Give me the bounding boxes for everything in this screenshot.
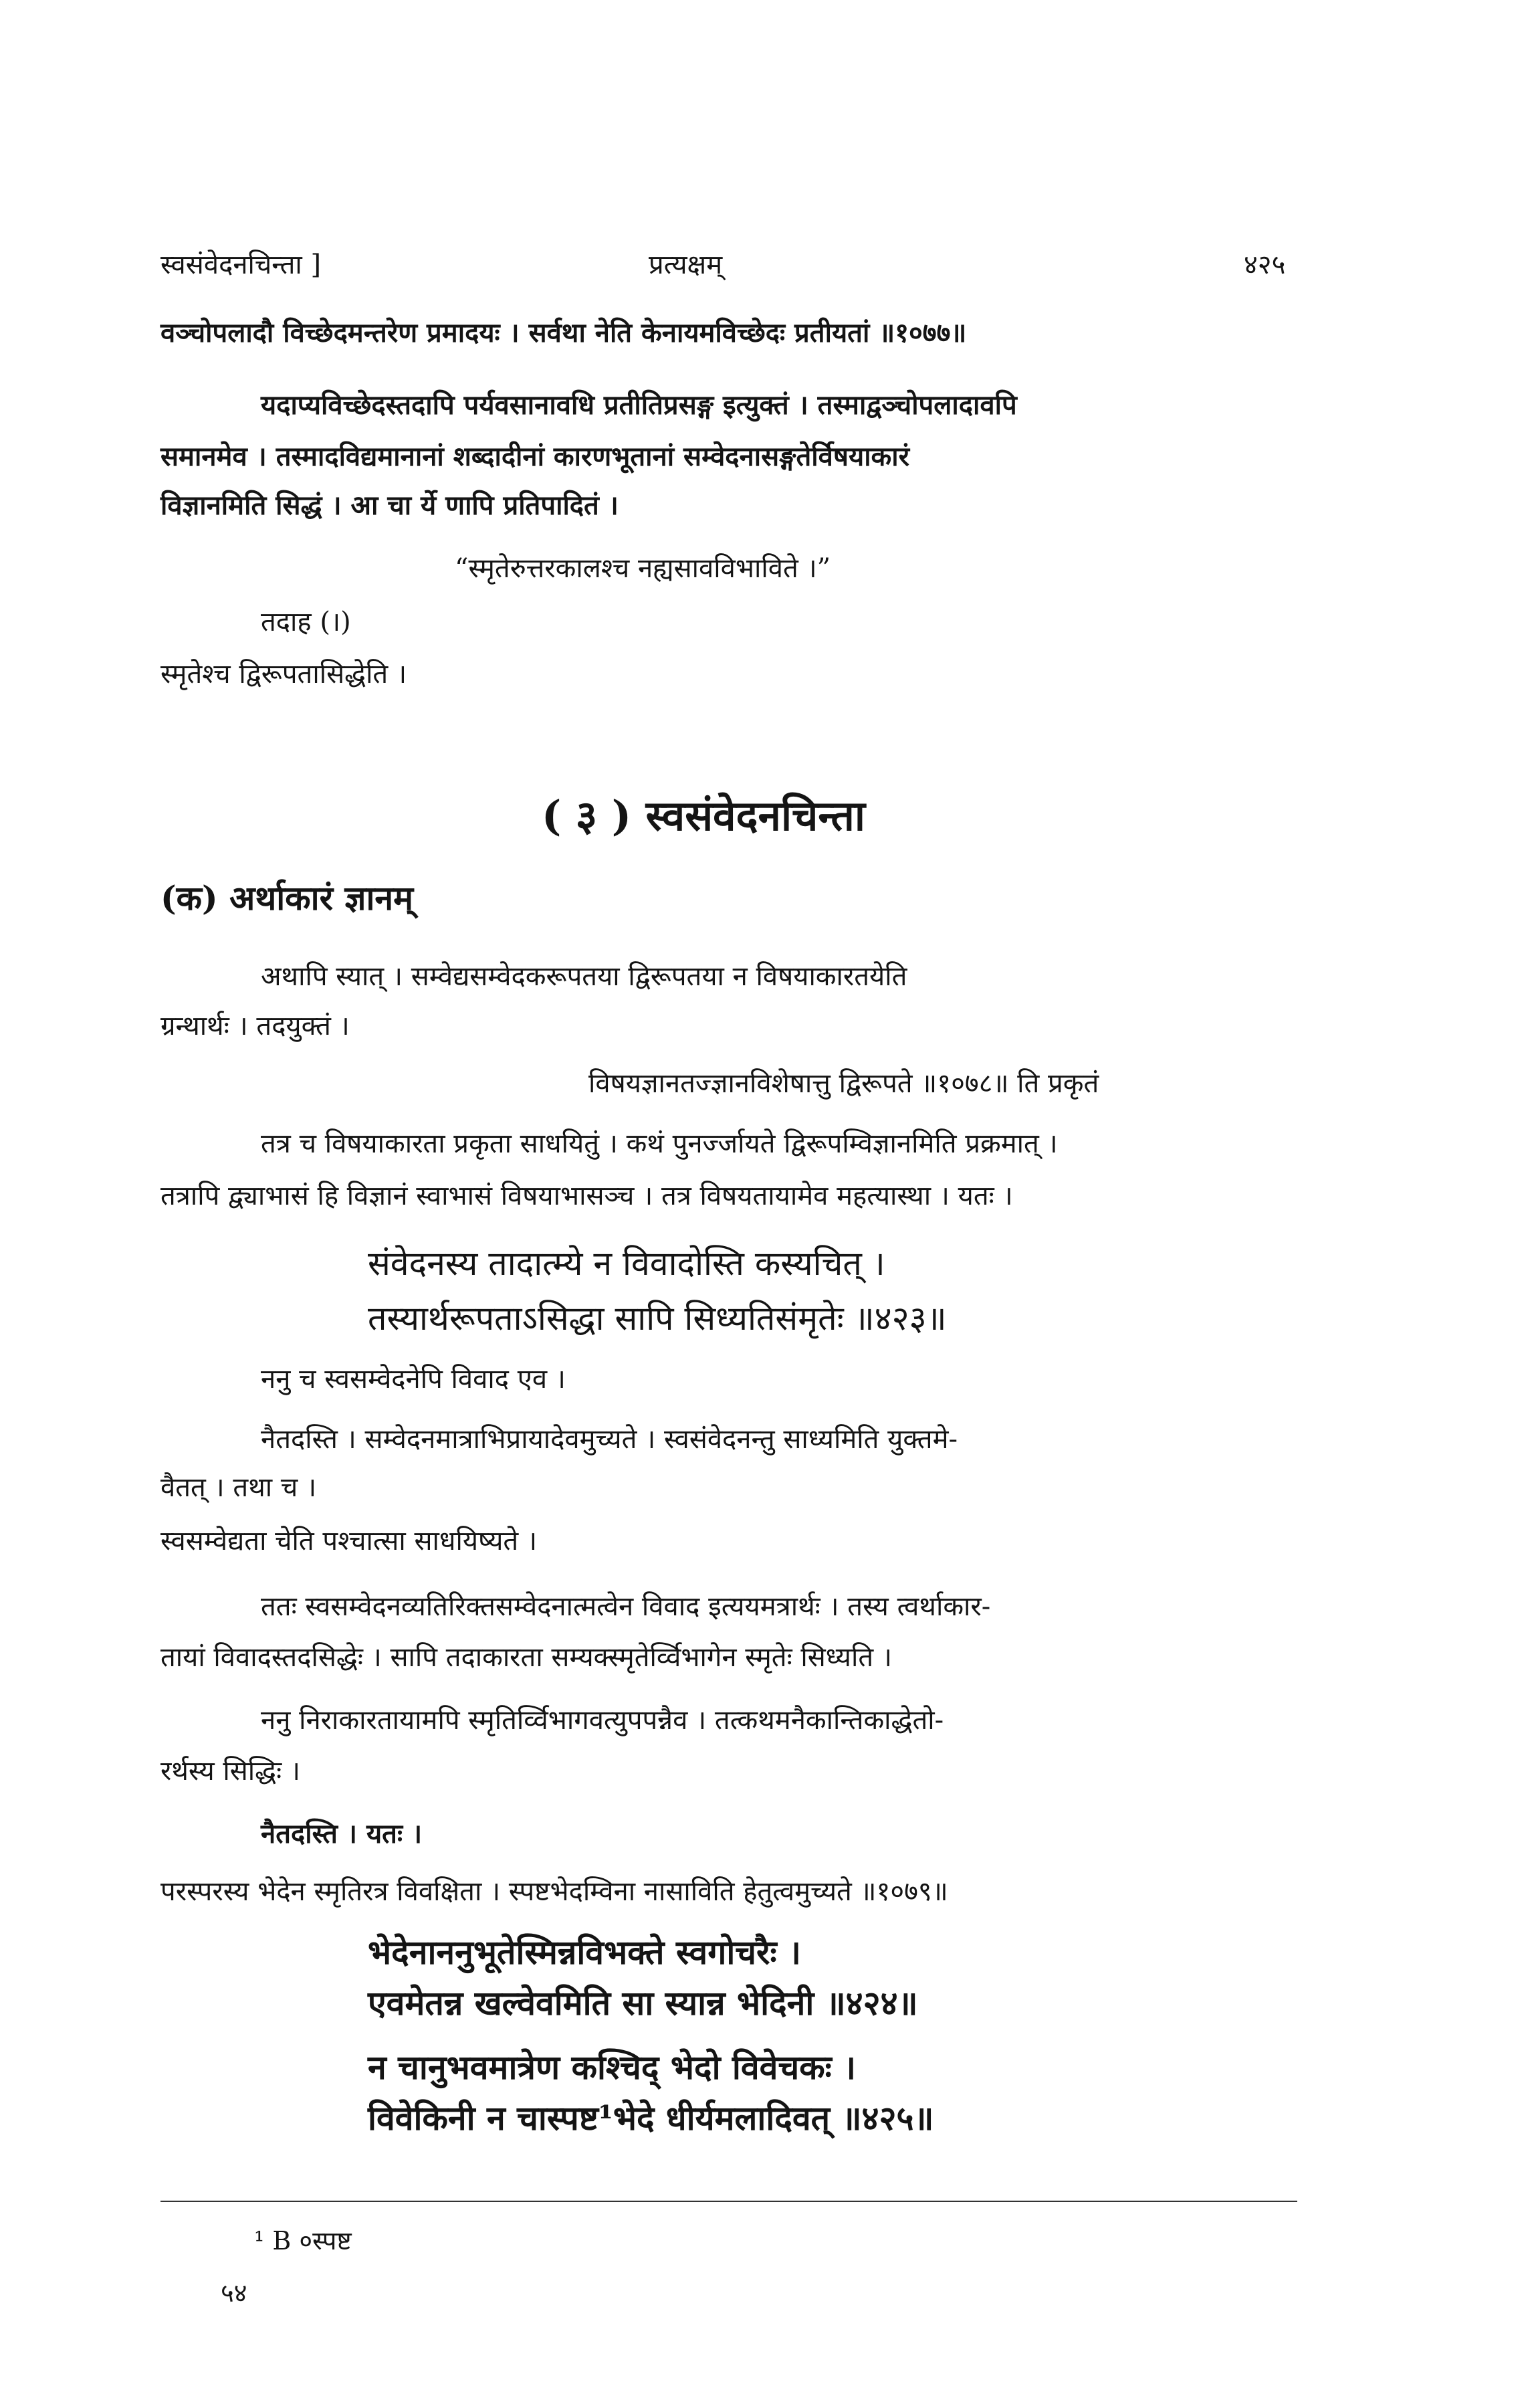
text-line: अथापि स्यात् । सम्वेद्यसम्वेदकरूपतया द्विरूपतया न विषयाकारतयेति: [261, 961, 907, 992]
running-header-center: प्रत्यक्षम्: [649, 249, 723, 280]
text-line: तायां विवादस्तदसिद्धेः । सापि तदाकारता सम्यक्स्मृतेर्व्विभागेन स्मृतेः सिध्यति ।: [160, 1642, 893, 1673]
text-line: तत्र च विषयाकारता प्रकृता साधयितुं । कथं पुनर्ज्जायते द्विरूपम्विज्ञानमिति प्रक्रमात् ।: [261, 1128, 1058, 1159]
text-line: परस्परस्य भेदेन स्मृतिरत्र विवक्षिता । स्पष्टभेदम्विना नासाविति हेतुत्वमुच्यते ॥१०७९॥: [160, 1876, 948, 1907]
verse-line: एवमेतन्न खल्वेवमिति सा स्यान्न भेदिनी ॥४२४॥: [368, 1983, 918, 2023]
text-line: समानमेव । तस्मादविद्यमानानां शब्दादीनां कारणभूतानां सम्वेदनासङ्गतेर्विषयाकारं: [160, 441, 909, 472]
text-line: तदाह (।): [261, 607, 351, 637]
verse-line: संवेदनस्य तादात्म्ये न विवादोस्ति कस्यचित् ।: [368, 1244, 885, 1283]
running-header-left: स्वसंवेदनचिन्ता ]: [160, 249, 322, 280]
text-line: स्मृतेश्च द्विरूपतासिद्धेति ।: [160, 659, 407, 690]
section-title: ( ३ ) स्वसंवेदनचिन्ता: [542, 791, 865, 840]
text-line: ततः स्वसम्वेदनव्यतिरिक्तसम्वेदनात्मत्वेन विवाद इत्ययमत्रार्थः । तस्य त्वर्थाकार-: [261, 1591, 991, 1622]
text-line: ग्रन्थार्थः । तदयुक्तं ।: [160, 1011, 350, 1041]
text-line: रर्थस्य सिद्धिः ।: [160, 1756, 301, 1787]
quotation-line: “स्मृतेरुत्तरकालश्च नह्यसावविभाविते ।”: [455, 553, 831, 584]
text-line: तत्रापि द्व्याभासं हि विज्ञानं स्वाभासं विषयाभासञ्च । तत्र विषयतायामेव महत्यास्था । यतः ।: [160, 1181, 1013, 1211]
page-number: ४२५: [1244, 249, 1286, 280]
text-line: स्वसम्वेद्यता चेति पश्चात्सा साधयिष्यते ।: [160, 1526, 538, 1557]
footnote-divider: [160, 2201, 1297, 2202]
text-line: नैतदस्ति । यतः ।: [261, 1818, 423, 1849]
text-line: यदाप्यविच्छेदस्तदापि पर्यवसानावधि प्रतीतिप्रसङ्ग इत्युक्तं । तस्माद्वञ्चोपलादावपि: [261, 389, 1017, 421]
text-line: वञ्चोपलादौ विच्छेदमन्तरेण प्रमादयः । सर्वथा नेति केनायमविच्छेदः प्रतीयतां ॥१०७७॥: [160, 317, 967, 348]
text-line: ननु निराकारतायामपि स्मृतिर्व्विभागवत्युपपन्नैव । तत्कथमनैकान्तिकाद्धेतो-: [261, 1705, 944, 1736]
text-line: विज्ञानमिति सिद्धं । आ चा र्ये णापि प्रतिपादितं ।: [160, 490, 619, 521]
text-line: वैतत् । तथा च ।: [160, 1472, 317, 1503]
subsection-title: (क) अर्थाकारं ज्ञानम्: [160, 878, 414, 918]
text-line: ननु च स्वसम्वेदनेपि विवाद एव ।: [261, 1364, 566, 1395]
signature-mark: ५४: [221, 2278, 247, 2308]
text-line: नैतदस्ति । सम्वेदनमात्राभिप्रायादेवमुच्यते । स्वसंवेदनन्तु साध्यमिति युक्तमे-: [261, 1424, 958, 1455]
text-line: विषयज्ञानतज्ज्ञानविशेषात्तु द्विरूपते ॥१०७८॥ ति प्रकृतं: [588, 1068, 1099, 1099]
verse-line: विवेकिनी न चास्पष्ट¹भेदे धीर्यमलादिवत् ॥४२५॥: [368, 2098, 934, 2138]
verse-line: तस्यार्थरूपताऽसिद्धा सापि सिध्यतिसंमृतेः ॥४२३॥: [368, 1299, 947, 1338]
verse-line: न चानुभवमात्रेण कश्चिद् भेदो विवेचकः ।: [368, 2047, 857, 2087]
footnote: ¹ B ०स्पष्ट: [254, 2226, 352, 2255]
verse-line: भेदेनाननुभूतेस्मिन्नविभक्ते स्वगोचरैः ।: [368, 1932, 801, 1972]
